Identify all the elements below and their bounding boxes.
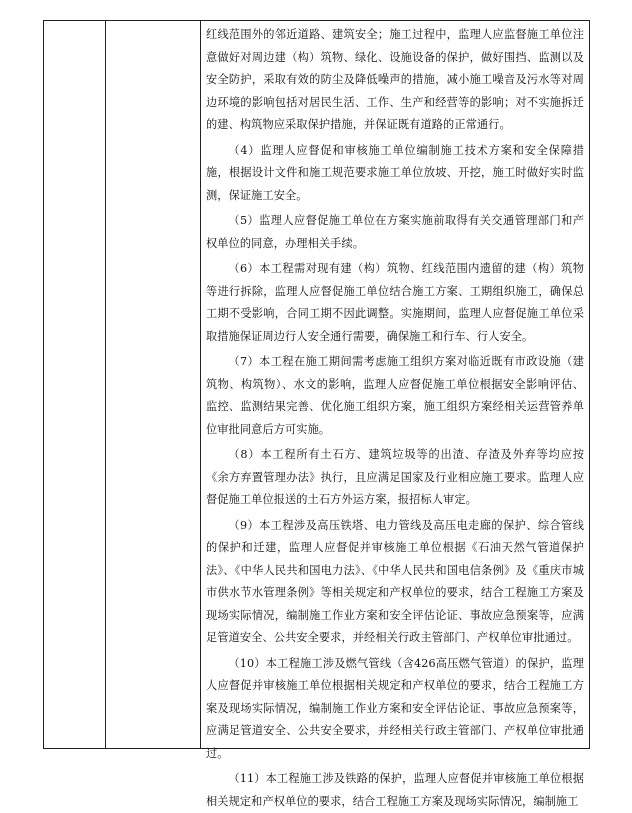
paragraph-item-8: （8）本工程所有土石方、建筑垃圾等的出渣、存渣及外弃等均应按《余方弃置管理办法》执行，且应满足国家及行业相应施工要求。监理人应督促施工单位报送的土石方外运方案，报招标人审定。 [206, 448, 584, 506]
table-cell-middle [106, 21, 201, 748]
paragraph-item-4: （4）监理人应督促和审核施工单位编制施工技术方案和安全保障措施，根据设计文件和施工规范要求施工单位放坡、开挖，施工时做好实时监测，保证施工安全。 [206, 143, 584, 202]
table-cell-content [201, 21, 589, 808]
paragraph-item-10: （10）本工程施工涉及燃气管线（含426高压燃气管道）的保护，监理人应督促并审核施工单位根据相关规定和产权单位的要求，结合工程施工方案及现场实际情况，编制施工作业方案和安全评估论证、事故应急预案等，应满足管道安全、公共安全要求，并经相关行政主管部门、产权单位审批通过。 [206, 656, 584, 760]
paragraph-item-11: （11）本工程施工涉及铁路的保护，监理人应督促并审核施工单位根据相关规定和产权单位的要求，结合工程施工方案及现场实际情况，编制施工 [206, 772, 584, 808]
document-table [43, 20, 590, 808]
table-cell-left [44, 21, 106, 748]
paragraph-continuation: 红线范围外的邻近道路、建筑安全；施工过程中，监理人应监督施工单位注意做好对周边建（构）筑物、绿化、设施设备的保护，做好围挡、监测以及安全防护，采取有效的防尘及降低噪声的措施，减小施工噪音及污水等对周边环境的影响包括对居民生活、工作、生产和经营等的影响；对不实施拆迁的建、构筑物应采取保护措施，并保证既有道路的正常通行。 [206, 28, 584, 131]
paragraph-item-6: （6）本工程需对现有建（构）筑物、红线范围内遗留的建（构）筑物等进行拆除，监理人应督促施工单位结合施工方案、工期组织施工，确保总工期不受影响，合同工期不因此调整。实施期间，监理人应督促施工单位采取措施保证周边行人安全通行需要，确保施工和行车、行人安全。 [206, 262, 584, 343]
paragraph-item-7: （7）本工程在施工期间需考虑施工组织方案对临近既有市政设施（建筑物、构筑物）、水文的影响，监理人应督促施工单位根据安全影响评估、监控、监测结果完善、优化施工组织方案，施工组织方案经相关运营管养单位审批同意后方可实施。 [206, 355, 584, 436]
paragraph-item-5: （5）监理人应督促施工单位在方案实施前取得有关交通管理部门和产权单位的同意，办理相关手续。 [206, 214, 584, 250]
paragraph-item-9: （9）本工程涉及高压铁塔、电力管线及高压电走廊的保护、综合管线的保护和迁建，监理人应督促并审核施工单位根据《石油天然气管道保护法》、《中华人民共和国电力法》、《中华人民共和国电信条例》及《重庆市城市供水节水管理条例》等相关规定和产权单位的要求，结合工程施工方案及现场实际情况，编制施工作业方案和安全评估论证、事故应急预案等，应满足管道安全、公共安全要求，并经相关行政主管部门、产权单位审批通过。 [206, 518, 584, 644]
